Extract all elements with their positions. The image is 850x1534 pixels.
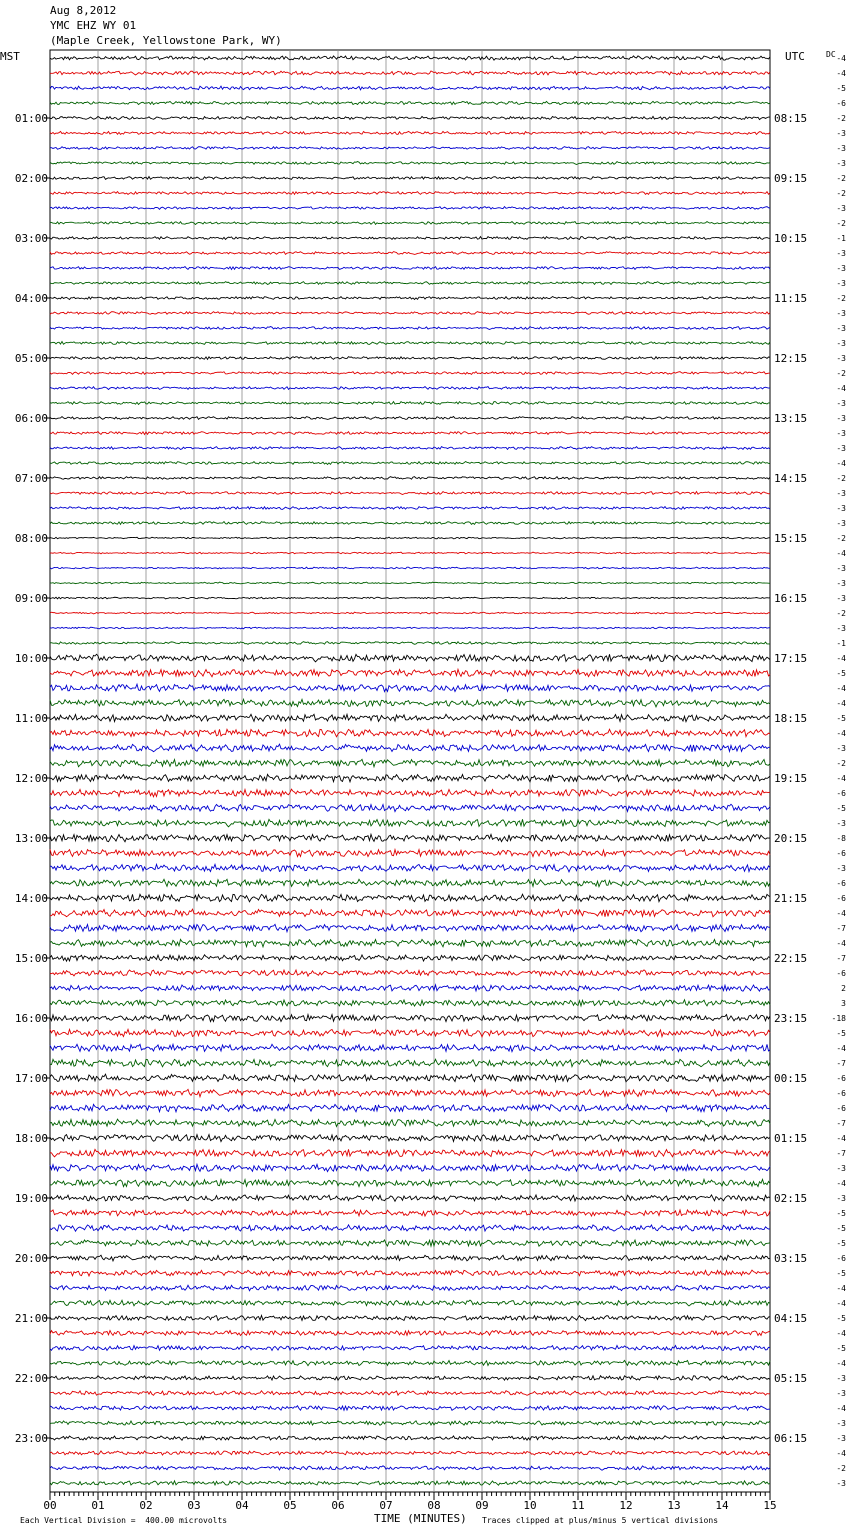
mst-hour-label: 18:00 — [14, 1132, 48, 1145]
dc-offset-label: -4 — [836, 549, 846, 558]
dc-offset-label: -4 — [836, 1044, 846, 1053]
utc-hour-label: 21:15 — [774, 892, 808, 905]
seismic-trace — [50, 1119, 770, 1126]
x-tick-label: 02 — [139, 1499, 153, 1512]
dc-offset-label: -3 — [836, 1434, 846, 1443]
utc-hour-label: 03:15 — [774, 1252, 808, 1265]
utc-hour-label: 02:15 — [774, 1192, 808, 1205]
mst-hour-label: 05:00 — [14, 352, 48, 365]
utc-hour-label: 13:15 — [774, 412, 808, 425]
dc-offset-label: -3 — [836, 339, 846, 348]
mst-hour-label: 20:00 — [14, 1252, 48, 1265]
seismic-trace — [50, 402, 770, 405]
mst-hour-label: 10:00 — [14, 652, 48, 665]
seismic-trace — [50, 627, 770, 629]
station-label: YMC EHZ WY 01 — [50, 19, 137, 32]
dc-offset-label: -6 — [836, 99, 846, 108]
seismic-trace — [50, 684, 770, 691]
seismic-trace — [50, 1406, 770, 1411]
seismic-trace — [50, 222, 770, 225]
mst-axis-label: MST — [0, 50, 20, 63]
dc-offset-label: -4 — [836, 54, 846, 63]
seismic-trace — [50, 970, 770, 976]
dc-offset-label: -3 — [836, 159, 846, 168]
seismic-trace — [50, 654, 770, 662]
x-tick-label: 03 — [187, 1499, 201, 1512]
seismic-trace — [50, 312, 770, 315]
seismic-trace — [50, 1195, 770, 1201]
dc-offset-label: -3 — [836, 129, 846, 138]
dc-offset-label: -1 — [836, 234, 846, 243]
dc-offset-label: -4 — [836, 1329, 846, 1338]
seismic-trace — [50, 147, 770, 150]
mst-hour-label: 12:00 — [14, 772, 48, 785]
utc-hour-label: 18:15 — [774, 712, 808, 725]
seismic-trace — [50, 207, 770, 210]
dc-offset-label: -6 — [836, 789, 846, 798]
x-tick-label: 13 — [667, 1499, 681, 1512]
seismic-trace — [50, 237, 770, 240]
dc-offset-label: -2 — [836, 474, 846, 483]
seismic-trace — [50, 1210, 770, 1216]
dc-offset-label: -4 — [836, 69, 846, 78]
dc-offset-label: -3 — [836, 1194, 846, 1203]
seismic-trace — [50, 1466, 770, 1470]
dc-offset-label: -7 — [836, 954, 846, 963]
utc-hour-label: 04:15 — [774, 1312, 808, 1325]
seismic-trace — [50, 924, 770, 931]
dc-offset-label: -5 — [836, 714, 846, 723]
mst-hour-label: 04:00 — [14, 292, 48, 305]
seismic-trace — [50, 1451, 770, 1455]
seismic-trace — [50, 372, 770, 375]
dc-offset-label: -4 — [836, 774, 846, 783]
seismic-trace — [50, 131, 770, 134]
seismic-trace — [50, 955, 770, 961]
dc-offset-label: -4 — [836, 1404, 846, 1413]
dc-offset-label: -2 — [836, 174, 846, 183]
dc-offset-label: -2 — [836, 759, 846, 768]
seismic-trace — [50, 1481, 770, 1485]
dc-offset-label: -3 — [836, 264, 846, 273]
utc-hour-label: 15:15 — [774, 532, 808, 545]
seismic-trace — [50, 417, 770, 420]
dc-offset-label: -2 — [836, 609, 846, 618]
seismic-trace — [50, 567, 770, 569]
mst-hour-label: 07:00 — [14, 472, 48, 485]
x-axis-title: TIME (MINUTES) — [374, 1512, 467, 1525]
dc-offset-label: -5 — [836, 669, 846, 678]
dc-offset-label: -2 — [836, 189, 846, 198]
seismic-trace — [50, 1346, 770, 1351]
utc-hour-label: 23:15 — [774, 1012, 808, 1025]
seismic-trace — [50, 939, 770, 946]
seismic-trace — [50, 1225, 770, 1231]
seismic-trace — [50, 1285, 770, 1290]
utc-hour-label: 01:15 — [774, 1132, 808, 1145]
seismic-trace — [50, 462, 770, 465]
seismic-trace — [50, 909, 770, 917]
utc-hour-label: 05:15 — [774, 1372, 808, 1385]
dc-offset-label: -4 — [836, 1179, 846, 1188]
seismic-trace — [50, 477, 770, 480]
dc-offset-label: -2 — [836, 534, 846, 543]
seismic-trace — [50, 879, 770, 886]
dc-offset-label: -5 — [836, 804, 846, 813]
seismic-trace — [50, 71, 770, 75]
seismic-trace — [50, 699, 770, 706]
dc-offset-label: -3 — [836, 204, 846, 213]
seismic-trace — [50, 1179, 770, 1186]
dc-offset-label: -1 — [836, 639, 846, 648]
dc-offset-label: -4 — [836, 384, 846, 393]
utc-hour-label: 14:15 — [774, 472, 808, 485]
utc-hour-label: 17:15 — [774, 652, 808, 665]
seismic-trace — [50, 789, 770, 797]
utc-hour-label: 20:15 — [774, 832, 808, 845]
mst-hour-label: 03:00 — [14, 232, 48, 245]
dc-offset-label: -3 — [836, 1389, 846, 1398]
mst-hour-label: 23:00 — [14, 1432, 48, 1445]
seismic-trace — [50, 1074, 770, 1082]
dc-offset-label: -6 — [836, 894, 846, 903]
utc-hour-label: 11:15 — [774, 292, 808, 305]
x-tick-label: 07 — [379, 1499, 393, 1512]
seismic-trace — [50, 1240, 770, 1246]
dc-offset-label: -5 — [836, 1224, 846, 1233]
seismic-trace — [50, 387, 770, 390]
mst-hour-label: 16:00 — [14, 1012, 48, 1025]
dc-offset-label: -3 — [836, 444, 846, 453]
x-tick-label: 04 — [235, 1499, 249, 1512]
x-tick-label: 05 — [283, 1499, 297, 1512]
dc-offset-label: -3 — [836, 399, 846, 408]
seismic-trace — [50, 834, 770, 841]
dc-offset-label: -6 — [836, 1254, 846, 1263]
seismic-trace — [50, 1270, 770, 1276]
dc-offset-label: -7 — [836, 924, 846, 933]
dc-offset-label: -6 — [836, 1104, 846, 1113]
dc-offset-label: -3 — [836, 1374, 846, 1383]
seismic-trace — [50, 1376, 770, 1381]
x-tick-label: 10 — [523, 1499, 537, 1512]
dc-offset-label: -3 — [836, 504, 846, 513]
utc-hour-label: 08:15 — [774, 112, 808, 125]
dc-offset-label: -3 — [836, 819, 846, 828]
seismic-trace — [50, 1104, 770, 1111]
dc-offset-label: -2 — [836, 219, 846, 228]
dc-offset-label: -4 — [836, 684, 846, 693]
seismic-trace — [50, 56, 770, 60]
seismic-trace — [50, 1059, 770, 1066]
seismic-trace — [50, 162, 770, 165]
dc-offset-label: -3 — [836, 864, 846, 873]
seismic-trace — [50, 612, 770, 614]
dc-offset-label: -3 — [836, 354, 846, 363]
seismic-trace — [50, 116, 770, 119]
utc-hour-label: 19:15 — [774, 772, 808, 785]
seismic-trace — [50, 759, 770, 766]
seismic-trace — [50, 177, 770, 180]
dc-offset-label: 2 — [841, 984, 846, 993]
dc-offset-label: -3 — [836, 144, 846, 153]
dc-offset-label: -3 — [836, 519, 846, 528]
seismic-trace — [50, 101, 770, 104]
dc-offset-label: -6 — [836, 1074, 846, 1083]
mst-hour-label: 01:00 — [14, 112, 48, 125]
x-tick-label: 00 — [43, 1499, 57, 1512]
dc-offset-label: -4 — [836, 1299, 846, 1308]
mst-hour-label: 02:00 — [14, 172, 48, 185]
seismic-trace — [50, 1391, 770, 1396]
utc-hour-label: 09:15 — [774, 172, 808, 185]
x-tick-label: 11 — [571, 1499, 585, 1512]
dc-offset-label: -5 — [836, 1344, 846, 1353]
x-tick-label: 14 — [715, 1499, 729, 1512]
dc-offset-label: -3 — [836, 564, 846, 573]
mst-hour-label: 13:00 — [14, 832, 48, 845]
seismic-trace — [50, 432, 770, 435]
dc-offset-label: -4 — [836, 1359, 846, 1368]
date-label: Aug 8,2012 — [50, 4, 117, 17]
seismic-trace — [50, 1315, 770, 1320]
seismic-trace — [50, 552, 770, 554]
seismic-trace — [50, 1089, 770, 1096]
dc-offset-label: -7 — [836, 1119, 846, 1128]
x-tick-label: 08 — [427, 1499, 441, 1512]
utc-hour-label: 12:15 — [774, 352, 808, 365]
seismic-trace — [50, 864, 770, 871]
seismic-trace — [50, 192, 770, 195]
seismic-trace — [50, 1044, 770, 1051]
dc-offset-label: -4 — [836, 1284, 846, 1293]
dc-offset-label: 3 — [841, 999, 846, 1008]
mst-hour-label: 11:00 — [14, 712, 48, 725]
utc-hour-label: 16:15 — [774, 592, 808, 605]
seismic-trace — [50, 342, 770, 345]
dc-offset-label: -3 — [836, 279, 846, 288]
dc-offset-label: -3 — [836, 414, 846, 423]
dc-offset-label: -4 — [836, 654, 846, 663]
seismic-trace — [50, 894, 770, 901]
dc-offset-label: -3 — [836, 744, 846, 753]
dc-offset-label: -6 — [836, 879, 846, 888]
dc-offset-label: -5 — [836, 1314, 846, 1323]
utc-hour-label: 06:15 — [774, 1432, 808, 1445]
seismic-trace — [50, 297, 770, 300]
dc-label: DC — [826, 50, 836, 59]
seismic-trace — [50, 669, 770, 676]
mst-hour-label: 06:00 — [14, 412, 48, 425]
x-tick-label: 01 — [91, 1499, 105, 1512]
dc-offset-label: -6 — [836, 1089, 846, 1098]
seismic-trace — [50, 357, 770, 360]
seismic-trace — [50, 252, 770, 255]
dc-offset-label: -5 — [836, 1239, 846, 1248]
dc-offset-label: -3 — [836, 324, 846, 333]
seismic-trace — [50, 1029, 770, 1036]
dc-offset-label: -8 — [836, 834, 846, 843]
seismic-trace — [50, 492, 770, 495]
mst-hour-label: 15:00 — [14, 952, 48, 965]
seismic-trace — [50, 1360, 770, 1365]
seismic-trace — [50, 267, 770, 270]
seismic-trace — [50, 1000, 770, 1006]
seismic-trace — [50, 507, 770, 510]
dc-offset-label: -4 — [836, 909, 846, 918]
dc-offset-label: -3 — [836, 1479, 846, 1488]
seismic-trace — [50, 774, 770, 781]
mst-hour-label: 08:00 — [14, 532, 48, 545]
seismic-trace — [50, 1330, 770, 1335]
seismic-trace — [50, 582, 770, 584]
seismic-trace — [50, 804, 770, 811]
dc-offset-label: -4 — [836, 459, 846, 468]
seismic-trace — [50, 744, 770, 752]
dc-offset-label: -3 — [836, 429, 846, 438]
seismic-trace — [50, 849, 770, 856]
dc-offset-label: -3 — [836, 1164, 846, 1173]
seismic-trace — [50, 282, 770, 285]
dc-offset-label: -7 — [836, 1149, 846, 1158]
dc-offset-label: -5 — [836, 1029, 846, 1038]
mst-hour-label: 14:00 — [14, 892, 48, 905]
utc-hour-label: 10:15 — [774, 232, 808, 245]
seismic-trace — [50, 1421, 770, 1426]
dc-offset-label: -2 — [836, 114, 846, 123]
dc-offset-label: -3 — [836, 249, 846, 258]
utc-hour-label: 22:15 — [774, 952, 808, 965]
dc-offset-label: -6 — [836, 849, 846, 858]
dc-offset-label: -3 — [836, 579, 846, 588]
x-tick-label: 15 — [763, 1499, 777, 1512]
seismic-trace — [50, 327, 770, 330]
seismic-trace — [50, 522, 770, 525]
seismic-trace — [50, 1149, 770, 1157]
dc-offset-label: -4 — [836, 1134, 846, 1143]
seismic-trace — [50, 1300, 770, 1306]
seismic-trace — [50, 1015, 770, 1022]
dc-offset-label: -18 — [831, 1014, 846, 1023]
scale-note: Each Vertical Division = 400.00 microvolts — [20, 1516, 228, 1525]
dc-offset-label: -5 — [836, 84, 846, 93]
dc-offset-label: -3 — [836, 309, 846, 318]
dc-offset-label: -7 — [836, 1059, 846, 1068]
location-label: (Maple Creek, Yellowstone Park, WY) — [50, 34, 282, 47]
dc-offset-label: -6 — [836, 969, 846, 978]
dc-offset-label: -3 — [836, 594, 846, 603]
dc-offset-label: -5 — [836, 1209, 846, 1218]
dc-offset-label: -4 — [836, 699, 846, 708]
mst-hour-label: 21:00 — [14, 1312, 48, 1325]
seismic-trace — [50, 447, 770, 450]
dc-offset-label: -4 — [836, 939, 846, 948]
dc-offset-label: -2 — [836, 369, 846, 378]
seismic-trace — [50, 1164, 770, 1171]
seismic-trace — [50, 537, 770, 539]
mst-hour-label: 19:00 — [14, 1192, 48, 1205]
dc-offset-label: -3 — [836, 489, 846, 498]
x-tick-label: 06 — [331, 1499, 345, 1512]
dc-offset-label: -3 — [836, 1419, 846, 1428]
seismic-trace — [50, 985, 770, 991]
utc-hour-label: 00:15 — [774, 1072, 808, 1085]
clip-note: Traces clipped at plus/minus 5 vertical divisions — [482, 1516, 719, 1525]
seismic-trace — [50, 1255, 770, 1261]
dc-offset-label: -2 — [836, 1464, 846, 1473]
dc-offset-label: -3 — [836, 624, 846, 633]
dc-offset-label: -5 — [836, 1269, 846, 1278]
x-tick-label: 09 — [475, 1499, 489, 1512]
dc-offset-label: -2 — [836, 294, 846, 303]
mst-hour-label: 22:00 — [14, 1372, 48, 1385]
mst-hour-label: 17:00 — [14, 1072, 48, 1085]
mst-hour-label: 09:00 — [14, 592, 48, 605]
seismic-trace — [50, 1436, 770, 1440]
utc-axis-label: UTC — [785, 50, 805, 63]
x-tick-label: 12 — [619, 1499, 633, 1512]
dc-offset-label: -4 — [836, 1449, 846, 1458]
seismic-trace — [50, 729, 770, 736]
seismic-trace — [50, 597, 770, 599]
seismic-trace — [50, 714, 770, 721]
seismic-trace — [50, 642, 770, 645]
seismic-trace — [50, 819, 770, 827]
seismic-trace — [50, 1134, 770, 1141]
seismic-trace — [50, 86, 770, 90]
dc-offset-label: -4 — [836, 729, 846, 738]
